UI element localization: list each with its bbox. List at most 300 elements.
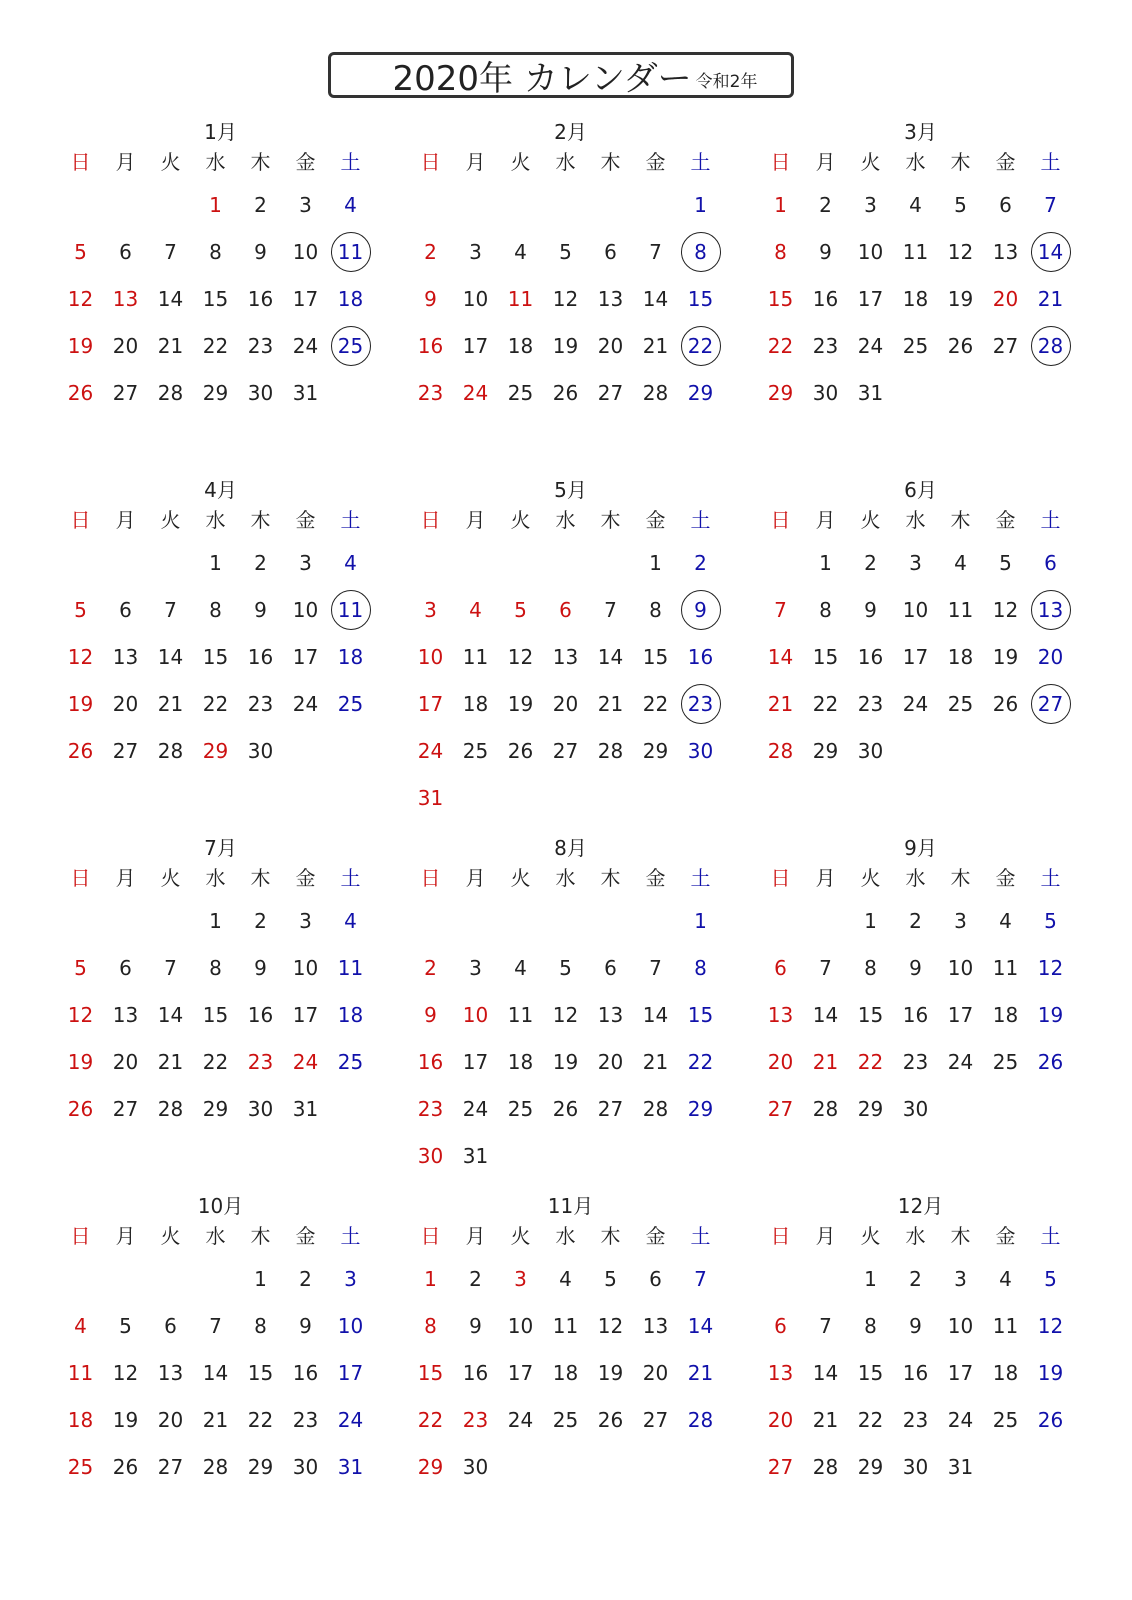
day-number: 18 <box>337 1003 364 1027</box>
circled-day-cell <box>328 595 373 642</box>
day-number: 30 <box>247 381 274 405</box>
day-cell <box>803 378 848 425</box>
day-cell <box>893 1311 938 1358</box>
day-cell <box>938 953 983 1000</box>
day-cell <box>678 906 723 953</box>
day-number: 23 <box>247 1050 274 1074</box>
day-grid <box>408 190 724 425</box>
weekday-label: 火 <box>860 508 881 532</box>
day-cell <box>193 378 238 425</box>
day-number: 7 <box>819 956 832 980</box>
weekday-label: 日 <box>70 508 91 532</box>
day-cell <box>1028 1000 1073 1047</box>
day-number: 3 <box>514 1267 527 1291</box>
weekday-label: 木 <box>600 508 621 532</box>
day-cell <box>453 1047 498 1094</box>
day-cell <box>803 190 848 237</box>
day-number: 16 <box>687 645 714 669</box>
day-number: 5 <box>74 956 87 980</box>
day-number: 7 <box>164 956 177 980</box>
day-number: 21 <box>767 692 794 716</box>
day-cell <box>328 1047 373 1094</box>
day-number: 9 <box>254 240 267 264</box>
day-cell <box>238 736 283 783</box>
day-number: 18 <box>992 1003 1019 1027</box>
day-number: 19 <box>67 692 94 716</box>
day-cell <box>893 331 938 378</box>
day-number: 31 <box>292 1097 319 1121</box>
empty-day-cell <box>588 190 633 237</box>
day-cell <box>283 1047 328 1094</box>
month-block <box>758 1184 1108 1542</box>
day-number: 5 <box>74 240 87 264</box>
month-block <box>58 468 408 826</box>
day-cell <box>283 548 328 595</box>
day-number: 6 <box>164 1314 177 1338</box>
day-number: 22 <box>812 692 839 716</box>
day-cell <box>848 284 893 331</box>
day-cell <box>758 1000 803 1047</box>
day-cell <box>408 595 453 642</box>
weekday-label: 土 <box>1040 508 1061 532</box>
day-cell <box>328 689 373 736</box>
day-number: 19 <box>112 1408 139 1432</box>
day-cell <box>328 190 373 237</box>
day-cell <box>1028 1047 1073 1094</box>
day-cell <box>408 1000 453 1047</box>
day-number: 15 <box>247 1361 274 1385</box>
day-number: 11 <box>552 1314 579 1338</box>
day-number: 8 <box>209 598 222 622</box>
day-cell <box>328 284 373 331</box>
day-grid <box>758 190 1074 425</box>
day-number: 17 <box>947 1361 974 1385</box>
day-cell <box>103 1000 148 1047</box>
weekday-label: 月 <box>465 508 486 532</box>
day-number: 4 <box>344 193 357 217</box>
weekday-label: 月 <box>465 1224 486 1248</box>
weekday-label: 月 <box>465 866 486 890</box>
day-number: 29 <box>857 1455 884 1479</box>
day-grid <box>408 1264 724 1499</box>
day-number: 23 <box>902 1408 929 1432</box>
day-number: 23 <box>292 1408 319 1432</box>
day-number: 27 <box>112 381 139 405</box>
weekday-label: 木 <box>950 508 971 532</box>
empty-day-cell <box>803 1264 848 1311</box>
day-number: 10 <box>292 598 319 622</box>
day-cell <box>408 689 453 736</box>
day-cell <box>848 190 893 237</box>
empty-day-cell <box>758 1264 803 1311</box>
day-cell <box>543 1264 588 1311</box>
empty-day-cell <box>103 548 148 595</box>
day-cell <box>678 548 723 595</box>
day-cell <box>408 237 453 284</box>
day-number: 4 <box>909 193 922 217</box>
day-cell <box>983 1311 1028 1358</box>
day-cell <box>758 1405 803 1452</box>
day-number: 8 <box>209 956 222 980</box>
day-number: 31 <box>417 786 444 810</box>
day-number: 15 <box>812 645 839 669</box>
day-cell <box>848 237 893 284</box>
weekday-label: 土 <box>1040 150 1061 174</box>
day-number: 1 <box>209 909 222 933</box>
day-cell <box>633 1047 678 1094</box>
day-number: 18 <box>902 287 929 311</box>
day-cell <box>803 953 848 1000</box>
day-number: 30 <box>247 1097 274 1121</box>
day-cell <box>498 1358 543 1405</box>
day-cell <box>758 953 803 1000</box>
day-cell <box>678 1047 723 1094</box>
day-cell <box>803 237 848 284</box>
day-number: 20 <box>597 1050 624 1074</box>
month-label: 10月 <box>197 1194 244 1218</box>
weekday-label: 木 <box>950 1224 971 1248</box>
day-number: 22 <box>247 1408 274 1432</box>
day-number: 31 <box>857 381 884 405</box>
day-cell <box>588 736 633 783</box>
day-cell <box>408 1094 453 1141</box>
weekday-header <box>58 1222 374 1250</box>
day-number: 10 <box>292 956 319 980</box>
day-number: 26 <box>597 1408 624 1432</box>
day-cell <box>938 1405 983 1452</box>
weekday-label: 月 <box>815 150 836 174</box>
day-cell <box>1028 906 1073 953</box>
day-number: 10 <box>462 287 489 311</box>
day-number: 26 <box>947 334 974 358</box>
day-number: 12 <box>1037 956 1064 980</box>
day-number: 20 <box>642 1361 669 1385</box>
day-number: 24 <box>857 334 884 358</box>
day-number: 17 <box>337 1361 364 1385</box>
day-cell <box>803 689 848 736</box>
day-cell <box>678 642 723 689</box>
day-number: 29 <box>857 1097 884 1121</box>
empty-day-cell <box>58 906 103 953</box>
day-number: 9 <box>819 240 832 264</box>
weekday-label: 火 <box>860 150 881 174</box>
circled-day-cell <box>678 595 723 642</box>
day-cell <box>148 1047 193 1094</box>
day-cell <box>633 642 678 689</box>
empty-day-cell <box>148 190 193 237</box>
day-number: 14 <box>812 1003 839 1027</box>
day-number: 9 <box>424 287 437 311</box>
day-cell <box>148 595 193 642</box>
day-number: 13 <box>112 1003 139 1027</box>
day-cell <box>193 1094 238 1141</box>
day-grid <box>58 548 374 783</box>
month-block <box>408 468 758 826</box>
day-number: 24 <box>337 1408 364 1432</box>
month-label: 8月 <box>554 836 587 860</box>
weekday-label: 水 <box>205 508 226 532</box>
day-number: 19 <box>1037 1003 1064 1027</box>
day-cell <box>848 595 893 642</box>
day-cell <box>283 595 328 642</box>
day-cell <box>893 1358 938 1405</box>
weekday-label: 日 <box>770 1224 791 1248</box>
weekday-label: 土 <box>340 1224 361 1248</box>
day-number: 7 <box>649 240 662 264</box>
day-number: 16 <box>902 1361 929 1385</box>
day-number: 6 <box>1044 551 1057 575</box>
day-number: 22 <box>417 1408 444 1432</box>
day-number: 6 <box>604 956 617 980</box>
empty-day-cell <box>633 190 678 237</box>
day-cell <box>543 1311 588 1358</box>
day-cell <box>103 1047 148 1094</box>
day-number: 1 <box>649 551 662 575</box>
day-number: 13 <box>597 287 624 311</box>
day-number: 10 <box>417 645 444 669</box>
day-number: 2 <box>819 193 832 217</box>
weekday-header <box>408 864 724 892</box>
day-cell <box>408 1141 453 1188</box>
day-cell <box>238 1094 283 1141</box>
day-number: 28 <box>597 739 624 763</box>
weekday-label: 月 <box>815 508 836 532</box>
day-cell <box>453 1311 498 1358</box>
day-cell <box>543 953 588 1000</box>
day-number: 3 <box>299 193 312 217</box>
day-cell <box>803 642 848 689</box>
day-number: 24 <box>947 1408 974 1432</box>
day-cell <box>633 953 678 1000</box>
weekday-label: 土 <box>340 150 361 174</box>
day-number: 16 <box>247 287 274 311</box>
day-number: 20 <box>112 692 139 716</box>
day-number: 20 <box>767 1050 794 1074</box>
weekday-header <box>758 864 1074 892</box>
day-cell <box>893 1094 938 1141</box>
day-number: 21 <box>202 1408 229 1432</box>
day-cell <box>1028 190 1073 237</box>
day-cell <box>1028 953 1073 1000</box>
month-block <box>58 826 408 1184</box>
day-number: 13 <box>597 1003 624 1027</box>
day-cell <box>193 1452 238 1499</box>
day-cell <box>803 1047 848 1094</box>
day-cell <box>408 1358 453 1405</box>
day-cell <box>453 953 498 1000</box>
day-number: 12 <box>67 645 94 669</box>
day-cell <box>678 378 723 425</box>
weekday-label: 水 <box>555 1224 576 1248</box>
day-cell <box>848 689 893 736</box>
day-number: 8 <box>864 956 877 980</box>
day-cell <box>678 1000 723 1047</box>
day-number: 1 <box>864 1267 877 1291</box>
weekday-label: 金 <box>295 508 316 532</box>
day-cell <box>408 378 453 425</box>
day-cell <box>283 906 328 953</box>
weekday-label: 土 <box>340 866 361 890</box>
day-cell <box>938 642 983 689</box>
day-cell <box>633 1094 678 1141</box>
weekday-label: 金 <box>995 866 1016 890</box>
day-number: 18 <box>507 334 534 358</box>
day-cell <box>193 331 238 378</box>
day-number: 13 <box>1037 598 1064 622</box>
day-number: 8 <box>424 1314 437 1338</box>
weekday-label: 日 <box>770 150 791 174</box>
day-number: 28 <box>642 1097 669 1121</box>
weekday-label: 水 <box>905 150 926 174</box>
circled-day-cell <box>678 689 723 736</box>
day-number: 3 <box>864 193 877 217</box>
day-cell <box>283 378 328 425</box>
day-cell <box>893 190 938 237</box>
day-number: 13 <box>112 287 139 311</box>
day-number: 25 <box>337 334 364 358</box>
day-number: 24 <box>292 692 319 716</box>
day-cell <box>758 1094 803 1141</box>
day-number: 7 <box>694 1267 707 1291</box>
day-number: 13 <box>642 1314 669 1338</box>
weekday-header <box>408 1222 724 1250</box>
day-number: 2 <box>424 240 437 264</box>
empty-day-cell <box>543 548 588 595</box>
day-number: 14 <box>1037 240 1064 264</box>
day-cell <box>848 1094 893 1141</box>
day-number: 8 <box>819 598 832 622</box>
day-cell <box>1028 1405 1073 1452</box>
day-cell <box>193 689 238 736</box>
day-cell <box>633 331 678 378</box>
day-number: 12 <box>112 1361 139 1385</box>
day-number: 24 <box>462 1097 489 1121</box>
day-number: 24 <box>292 1050 319 1074</box>
day-cell <box>408 736 453 783</box>
weekday-label: 火 <box>160 866 181 890</box>
day-number: 6 <box>119 598 132 622</box>
day-cell <box>498 1000 543 1047</box>
day-cell <box>328 953 373 1000</box>
day-cell <box>193 1358 238 1405</box>
day-number: 12 <box>1037 1314 1064 1338</box>
day-cell <box>148 1311 193 1358</box>
empty-day-cell <box>758 906 803 953</box>
day-cell <box>58 1094 103 1141</box>
empty-day-cell <box>58 190 103 237</box>
day-number: 24 <box>417 739 444 763</box>
day-cell <box>588 1311 633 1358</box>
weekday-label: 土 <box>690 150 711 174</box>
day-cell <box>238 1047 283 1094</box>
day-cell <box>103 1311 148 1358</box>
day-cell <box>103 736 148 783</box>
day-number: 16 <box>247 1003 274 1027</box>
day-cell <box>408 642 453 689</box>
day-number: 30 <box>462 1455 489 1479</box>
day-number: 28 <box>642 381 669 405</box>
circled-day-cell <box>1028 237 1073 284</box>
day-number: 17 <box>857 287 884 311</box>
day-cell <box>408 331 453 378</box>
day-number: 21 <box>642 1050 669 1074</box>
day-cell <box>58 284 103 331</box>
day-number: 13 <box>157 1361 184 1385</box>
day-cell <box>498 736 543 783</box>
day-number: 26 <box>1037 1050 1064 1074</box>
day-number: 17 <box>292 1003 319 1027</box>
day-cell <box>938 906 983 953</box>
day-number: 28 <box>812 1455 839 1479</box>
day-number: 8 <box>209 240 222 264</box>
day-number: 29 <box>202 381 229 405</box>
day-cell <box>238 906 283 953</box>
empty-day-cell <box>103 1264 148 1311</box>
day-number: 16 <box>417 1050 444 1074</box>
day-number: 25 <box>552 1408 579 1432</box>
day-number: 1 <box>209 551 222 575</box>
day-number: 31 <box>462 1144 489 1168</box>
day-cell <box>328 1000 373 1047</box>
day-number: 9 <box>864 598 877 622</box>
day-number: 1 <box>424 1267 437 1291</box>
day-cell <box>1028 1264 1073 1311</box>
weekday-label: 月 <box>115 1224 136 1248</box>
day-cell <box>588 1358 633 1405</box>
day-number: 9 <box>254 956 267 980</box>
day-cell <box>283 1311 328 1358</box>
day-number: 11 <box>902 240 929 264</box>
day-number: 2 <box>864 551 877 575</box>
day-cell <box>238 1000 283 1047</box>
day-number: 3 <box>954 909 967 933</box>
day-number: 2 <box>254 909 267 933</box>
day-number: 22 <box>202 1050 229 1074</box>
day-cell <box>803 548 848 595</box>
day-number: 29 <box>642 739 669 763</box>
day-number: 8 <box>774 240 787 264</box>
weekday-label: 土 <box>690 1224 711 1248</box>
day-cell <box>983 237 1028 284</box>
day-number: 4 <box>469 598 482 622</box>
day-number: 6 <box>999 193 1012 217</box>
month-label: 4月 <box>204 478 237 502</box>
day-cell <box>283 1094 328 1141</box>
day-number: 26 <box>67 381 94 405</box>
empty-day-cell <box>803 906 848 953</box>
empty-day-cell <box>588 906 633 953</box>
day-cell <box>588 642 633 689</box>
weekday-label: 火 <box>160 1224 181 1248</box>
day-number: 14 <box>767 645 794 669</box>
day-cell <box>893 953 938 1000</box>
day-number: 7 <box>819 1314 832 1338</box>
empty-day-cell <box>543 190 588 237</box>
day-cell <box>103 1405 148 1452</box>
day-number: 5 <box>604 1267 617 1291</box>
empty-day-cell <box>408 548 453 595</box>
day-cell <box>283 1000 328 1047</box>
day-cell <box>983 284 1028 331</box>
day-cell <box>238 548 283 595</box>
day-cell <box>543 595 588 642</box>
day-number: 23 <box>417 381 444 405</box>
empty-day-cell <box>543 906 588 953</box>
day-number: 7 <box>774 598 787 622</box>
day-number: 7 <box>604 598 617 622</box>
day-cell <box>408 953 453 1000</box>
day-cell <box>193 642 238 689</box>
